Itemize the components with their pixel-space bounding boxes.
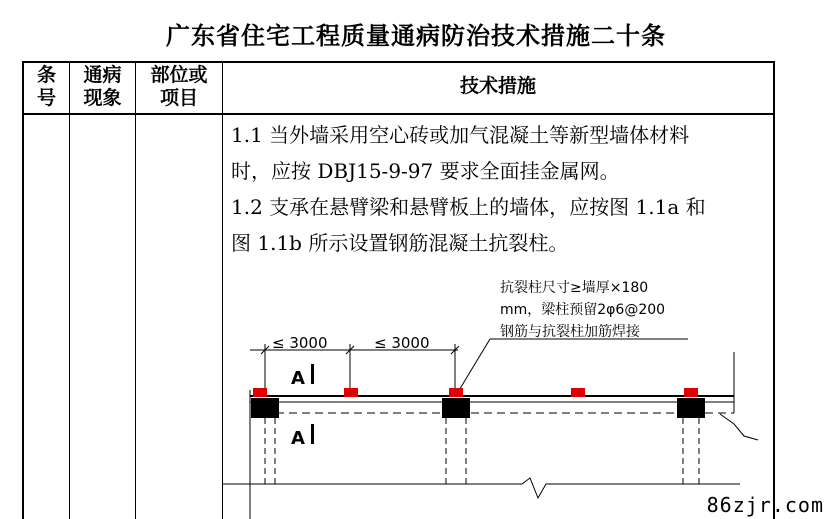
header-technical-measures: 技术措施: [459, 75, 536, 97]
reserved-bar-block-5: [684, 388, 698, 397]
annotation-line-3: 钢筋与抗裂柱加筋焊接: [500, 324, 640, 340]
reserved-bar-block-4: [571, 388, 585, 397]
annotation-leader-diagonal: [458, 339, 490, 392]
anticrack-column-block-2: [442, 398, 470, 418]
header-clause-number: 条 号: [36, 64, 56, 109]
site-watermark: 86zjr.com: [706, 493, 824, 517]
dimension-left-label: ≤ 3000: [272, 334, 328, 352]
section-mark-bottom: A: [291, 428, 305, 449]
measure-line-2: 时，应按 DBJ15-9-97 要求全面挂金属网。: [231, 159, 620, 183]
break-line-bottom: [222, 478, 740, 498]
page-title: 广东省住宅工程质量通病防治技术措施二十条: [166, 22, 666, 50]
reserved-bar-block-3: [449, 388, 463, 397]
anticrack-column-block-3: [677, 398, 705, 418]
section-mark-top: A: [291, 368, 305, 389]
break-line-right: [720, 414, 758, 440]
measure-line-1: 1.1 当外墙采用空心砖或加气混凝土等新型墙体材料: [231, 123, 690, 147]
anticrack-column-block-1: [251, 398, 279, 418]
section-mark-top-bar: [311, 364, 314, 384]
section-mark-bottom-bar: [311, 424, 314, 444]
measure-line-4: 图 1.1b 所示设置钢筋混凝土抗裂柱。: [231, 231, 569, 255]
measure-line-3: 1.2 支承在悬臂梁和悬臂板上的墙体，应按图 1.1a 和: [231, 195, 706, 219]
header-defect-phenomenon: 通病 现象: [83, 64, 122, 109]
header-location-item: 部位或 项目: [150, 64, 208, 109]
annotation-line-2: mm，梁柱预留2φ6@200: [500, 302, 666, 318]
dimension-right-label: ≤ 3000: [374, 334, 430, 352]
reserved-bar-block-2: [344, 388, 358, 397]
annotation-line-1: 抗裂柱尺寸≥墙厚×180: [500, 280, 649, 296]
reserved-bar-block-1: [253, 388, 267, 397]
